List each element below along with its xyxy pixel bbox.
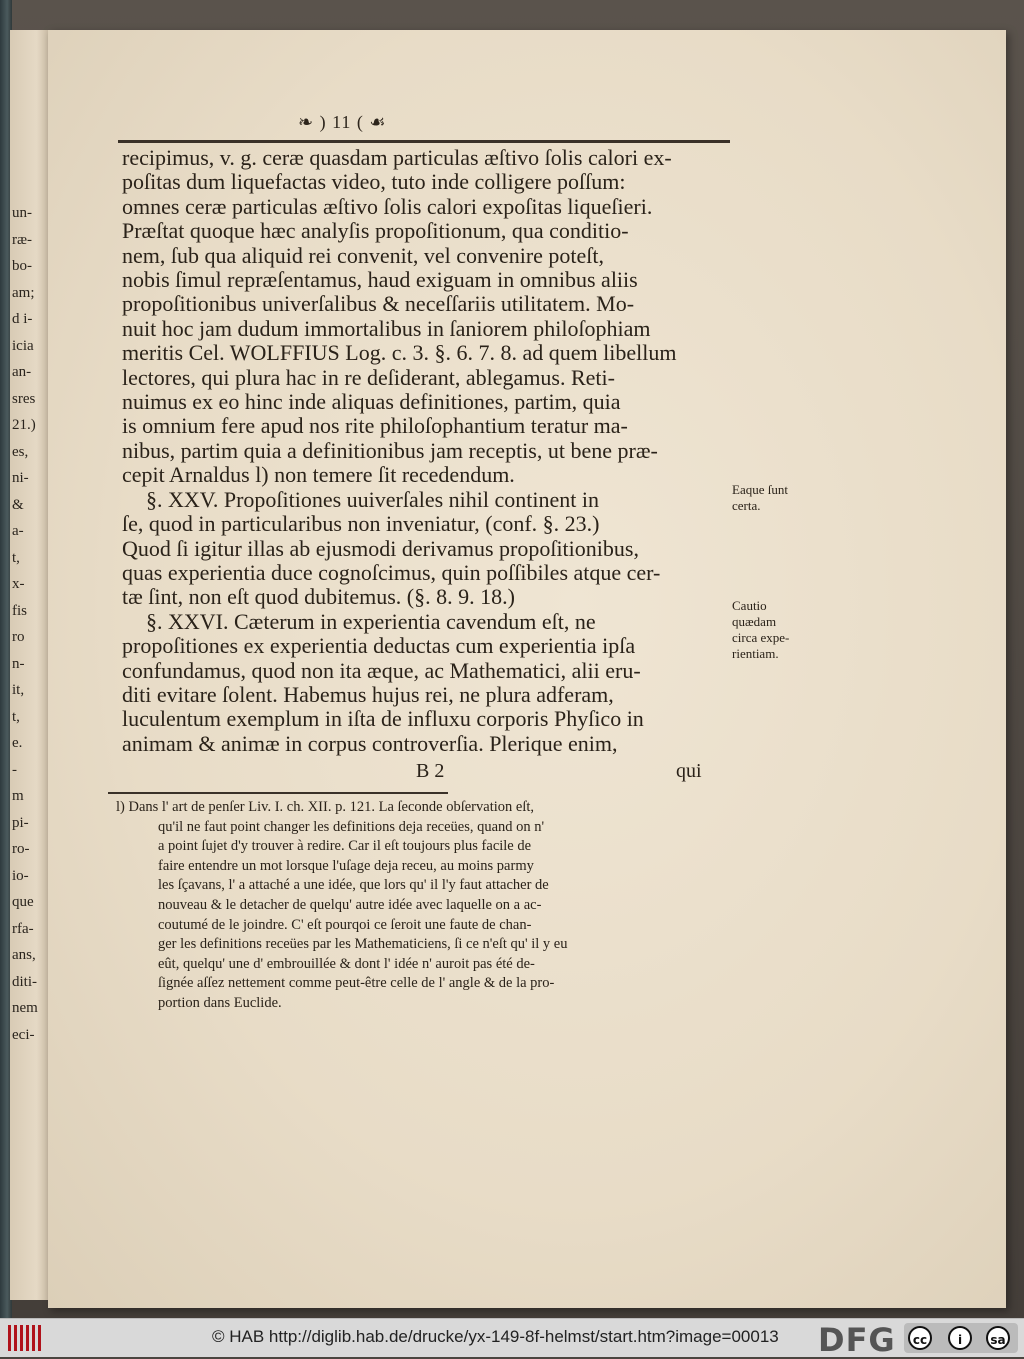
text-line: tæ ſint, non eſt quod dubitemus. (§. 8. 9. 18.) [122,585,515,610]
footnote-line: nouveau & le detacher de quelqu' autre idée avec laquelle on a ac- [158,896,542,913]
facing-page-fragment: x- [12,576,25,592]
footnote-line: portion dans Euclide. [158,994,282,1011]
cc-icon: cc [908,1326,932,1350]
facing-page-fragment: bo- [12,258,32,274]
facing-page-fragment: e. [12,735,23,751]
footnote-line: ger les definitions receües par les Mathematiciens, ſi ce n'eſt qu' il y eu [158,936,568,953]
text-line: confundamus, quod non ita æque, ac Mathematici, alii eru- [122,658,641,683]
facing-page-fragment: pi- [12,814,29,831]
text-line: propoſitionibus univerſalibus & neceſſariis utilitatem. Mo- [122,292,635,317]
text-line: nuit hoc jam dudum immortalibus in ſaniorem philoſophiam [122,316,651,341]
text-line: propoſitiones ex experientia deductas cum experientia ipſa [122,634,636,659]
text-line: nuimus ex eo hinc inde aliquas definitiones, partim, quia [122,390,621,415]
margin-note-certa [732,482,788,514]
by-icon: i [948,1326,972,1350]
dfg-logo[interactable]: DFG [818,1321,896,1359]
facing-page-fragment: que [12,894,34,910]
facing-page-fragment: n- [12,655,25,672]
creative-commons-badge[interactable] [904,1323,1018,1353]
facing-page-fragment: - [12,761,17,778]
text-line: luculentum exemplum in iſta de influxu corporis Phyſico in [122,707,644,732]
facing-page-fragment: sres [12,390,36,407]
text-line: quas experientia duce cognoſcimus, quin poſſibiles atque cer- [122,560,661,585]
facing-page-fragment: io- [12,867,29,884]
facing-page-fragment: ans, [12,947,36,963]
facing-page-fragment: diti- [12,973,37,990]
catchword: qui [676,760,702,782]
facing-page-fragment: ro [12,629,25,645]
facing-page-fragment: a- [12,523,24,539]
footnote-line: eût, quelqu' une d' embrouillée & dont l' idée n' auroit pas été de- [158,955,535,972]
text-line: omnes ceræ particulas æſtivo ſolis calori expoſitas liqueſieri. [122,194,653,219]
facing-page-fragment: nem [12,1000,38,1016]
facing-page-fragment: fis [12,602,27,619]
margin-note-line: Cautio [732,598,767,613]
facing-page-fragment: un- [12,205,32,221]
book-page [48,30,1006,1308]
facing-page-fragment: t, [12,549,20,566]
credit-link[interactable]: © HAB http://diglib.hab.de/drucke/yx-149-8f-helmst/start.htm?image=00013 [212,1327,779,1346]
facing-page-fragment: rfa- [12,920,34,937]
text-line: lectores, qui plura hac in re deſiderant, ablegamus. Reti- [122,365,615,390]
hab-logo-icon[interactable] [6,1325,42,1351]
footnote [116,798,736,1014]
margin-note-line: certa. [732,498,761,513]
margin-note-line: circa expe- [732,630,790,645]
text-line: poſitas dum liquefactas video, tuto inde colligere poſſum: [122,170,626,195]
text-line: meritis Cel. WOLFFIUS Log. c. 3. §. 6. 7. 8. ad quem libellum [122,341,677,366]
facing-page-edge [10,30,48,1300]
margin-note-line: rientiam. [732,646,779,661]
text-line: §. XXV. Propoſitiones uuiverſales nihil continent in [146,487,599,512]
footnote-line: ſignée aſſez nettement comme peut-être celle de l' angle & de la pro- [158,975,555,992]
footnote-line: les ſçavans, l' a attaché a une idée, que lors qu' il l'y faut attacher de [158,877,549,894]
text-line: is omnium fere apud nos rite philoſophantium teratur ma- [122,414,628,439]
facing-page-fragment: t, [12,708,20,725]
margin-note-cautio [732,598,789,662]
facing-page-fragment: es, [12,443,29,460]
footnote-line: l) Dans l' art de penſer Liv. I. ch. XII. p. 121. La ſeconde obſervation eſt, [116,799,535,815]
running-head: ❧ ) 11 ( ☙ [298,112,387,132]
facing-page-fragment: am; [12,284,35,301]
signature-mark: B 2 [416,760,445,782]
facing-page-fragment: ro- [12,841,30,857]
facing-page-fragment: m [12,788,24,804]
text-line: Quod ſi igitur illas ab ejusmodi derivamus propoſitionibus, [122,536,639,561]
facing-page-fragment: it, [12,682,25,698]
text-line: recipimus, v. g. ceræ quasdam particulas æſtivo ſolis calori ex- [122,146,672,170]
margin-note-line: Eaque ſunt [732,482,788,497]
footnote-line: qu'il ne faut point changer les definitions deja receües, quand on n' [158,818,545,835]
footnote-rule [108,792,448,794]
text-line: §. XXVI. Cæterum in experientia cavendum eſt, ne [146,609,596,634]
text-line: nibus, partim quia a definitionibus jam receptis, ut bene præ- [122,438,658,463]
footnote-line: coutumé de le joindre. C' eſt pourqoi ce ſeroit une faute de chan- [158,916,532,933]
facing-page-fragment: ni- [12,470,29,486]
viewer-footer [0,1318,1024,1357]
text-line: nem, ſub qua aliquid rei convenit, vel convenire poteſt, [122,243,605,268]
text-line: diti evitare ſolent. Habemus hujus rei, ne plura adferam, [122,682,614,707]
main-text [122,146,730,756]
text-line: ſe, quod in particularibus non inveniatur, (conf. §. 23.) [122,512,600,537]
footnote-line: a point ſujet d'y trouver à redire. Car il eſt toujours plus facile de [158,838,532,855]
facing-page-fragment: an- [12,364,32,380]
footnote-line: faire entendre un mot lorsque l'uſage deja receu, au moins parmy [158,857,534,874]
text-line: animam & animæ in corpus controverſia. Plerique enim, [122,731,618,756]
facing-page-fragment: ræ- [12,231,32,248]
facing-page-fragment: eci- [12,1026,35,1043]
facing-page-fragment: icia [12,337,34,354]
head-rule [118,140,730,143]
text-line: Præſtat quoque hæc analyſis propoſitionum, qua conditio- [122,219,629,244]
margin-note-line: quædam [732,614,777,629]
text-line: cepit Arnaldus l) non temere ſit recedendum. [122,463,515,488]
sa-icon: sa [986,1326,1010,1350]
facing-page-fragment: 21.) [12,417,36,433]
facing-page-fragment: & [12,496,24,513]
text-line: nobis ſimul repræſentamus, haud exiguam in omnibus aliis [122,268,638,293]
facing-page-fragment: d i- [12,311,33,327]
